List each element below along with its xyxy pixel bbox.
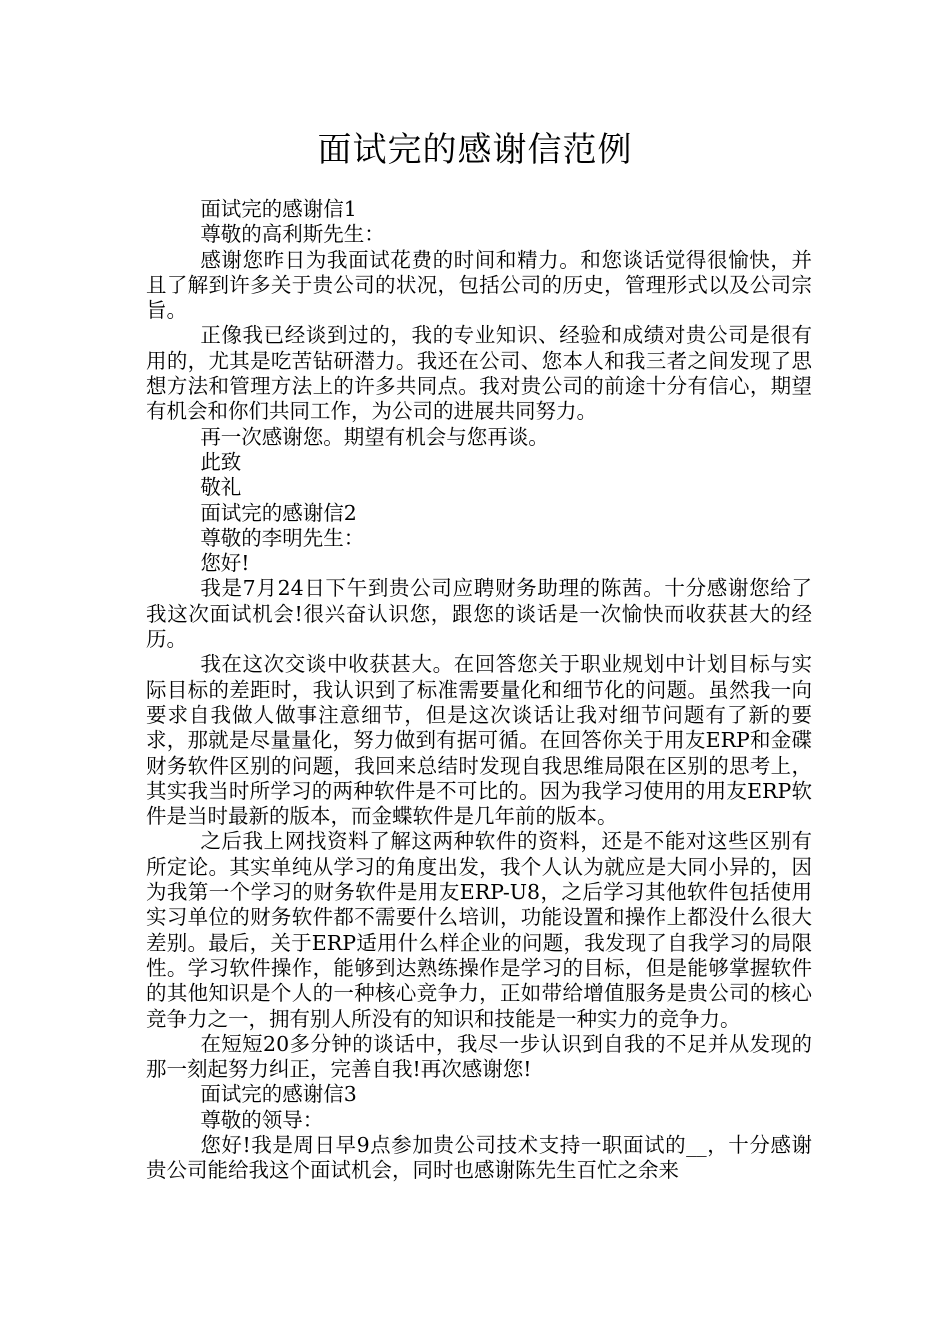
- letter-1-closing: 此致: [200, 449, 242, 474]
- letter-3-heading: 面试完的感谢信3: [200, 1082, 357, 1107]
- letter-1-paragraph: 感谢您昨日为我面试花费的时间和精力。和您谈话觉得很愉快，并且了解到许多关于贵公司的状况，包括公司的历史，管理形式以及公司宗旨。: [146, 247, 812, 323]
- letter-2-paragraph: 之后我上网找资料了解这两种软件的资料，还是不能对这些区别有所定论。其实单纯从学习的角度出发，我个人认为就应是大同小异的，因为我第一个学习的财务软件是用友ERP-U8，之后学习其他软件包括使用实习单位的财务软件都不需要什么培训，功能设置和操作上都没什么很大差别。最后，关于ERP适用什么样企业的问题，我发现了自我学习的局限性。学习软件操作，能够到达熟练操作是学习的目标，但是能够掌握软件的其他知识是个人的一种核心竞争力，正如带给增值服务是贵公司的核心竞争力之一，拥有别人所没有的知识和技能是一种实力的竞争力。: [146, 829, 812, 1031]
- letter-1-heading: 面试完的感谢信1: [200, 197, 357, 221]
- page-title: 面试完的感谢信范例: [317, 130, 633, 170]
- letter-2-salutation: 尊敬的李明先生：: [200, 525, 365, 550]
- letter-2-paragraph: 我是7月24日下午到贵公司应聘财务助理的陈茜。十分感谢您给了我这次面试机会!很兴奋认识您，跟您的谈话是一次愉快而收获甚大的经历。: [146, 576, 812, 652]
- letter-1-closing: 敬礼: [200, 475, 242, 500]
- letter-3-paragraph: 您好!我是周日早9点参加贵公司技术支持一职面试的__，十分感谢贵公司能给我这个面试机会，同时也感谢陈先生百忙之余来: [146, 1132, 812, 1183]
- letter-1-paragraph: 正像我已经谈到过的，我的专业知识、经验和成绩对贵公司是很有用的，尤其是吃苦钻研潜力。我还在公司、您本人和我三者之间发现了思想方法和管理方法上的许多共同点。我对贵公司的前途十分有信心，期望有机会和你们共同工作，为公司的进展共同努力。: [146, 323, 812, 424]
- letter-1-salutation: 尊敬的高利斯先生：: [200, 222, 385, 247]
- letter-3-salutation: 尊敬的领导：: [200, 1107, 324, 1132]
- letter-body: [146, 197, 812, 1184]
- letter-2-heading: 面试完的感谢信2: [200, 500, 357, 525]
- letter-2-greeting: 您好!: [200, 551, 250, 576]
- letter-1-paragraph: 再一次感谢您。期望有机会与您再谈。: [200, 424, 549, 449]
- letter-2-paragraph: 在短短20多分钟的谈话中，我尽一步认识到自我的不足并从发现的那一刻起努力纠正，完善自我!再次感谢您!: [146, 1031, 812, 1082]
- letter-2-paragraph: 我在这次交谈中收获甚大。在回答您关于职业规划中计划目标与实际目标的差距时，我认识到了标准需要量化和细节化的问题。虽然我一向要求自我做人做事注意细节，但是这次谈话让我对细节问题有了新的要求，那就是尽量量化，努力做到有据可循。在回答你关于用友ERP和金碟财务软件区别的问题，我回来总结时发现自我思维局限在区别的思考上，其实我当时所学习的两种软件是不可比的。因为我学习使用的用友ERP软件是当时最新的版本，而金蝶软件是几年前的版本。: [146, 652, 812, 829]
